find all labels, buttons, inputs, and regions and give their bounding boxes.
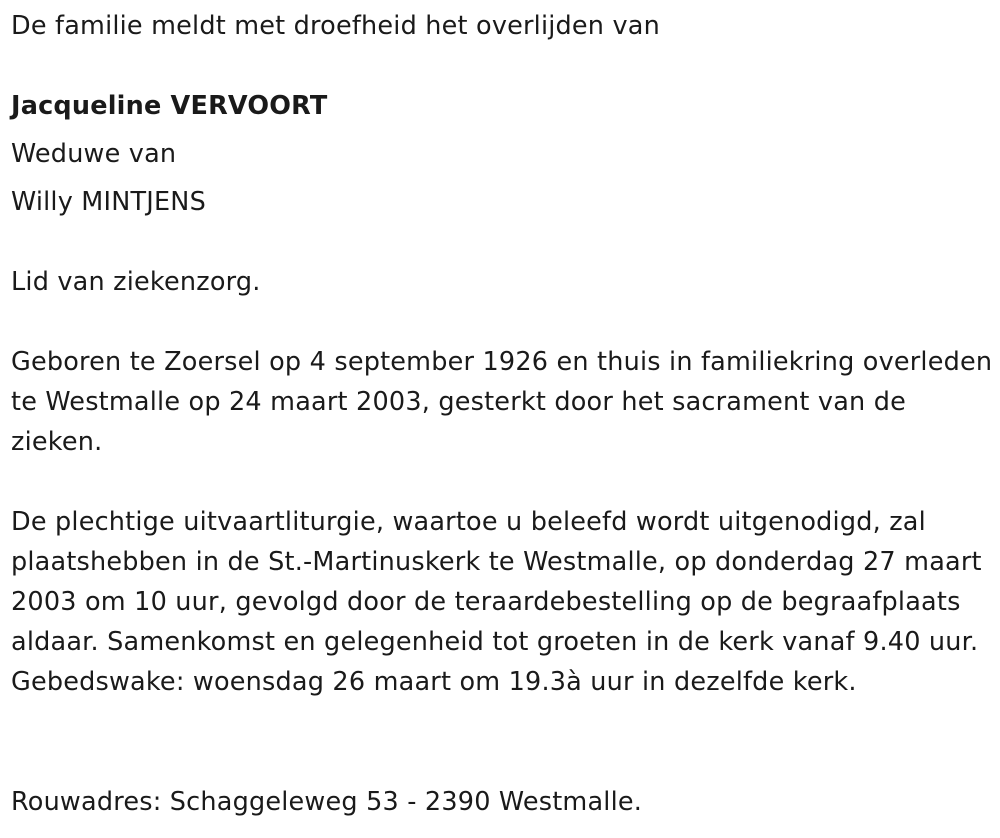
deceased-name: Jacqueline VERVOORT xyxy=(11,91,328,121)
spouse-name: Willy MINTJENS xyxy=(11,187,206,217)
membership-line: Lid van ziekenzorg. xyxy=(11,267,261,297)
funeral-paragraph: De plechtige uitvaartliturgie, waartoe u beleefd wordt uitgenodigd, zal plaatshebben in de St.-Martinuskerk te Westmalle, op donderdag 27 maart 2003 om 10 uur, gevolgd door de teraardebestelling op de begraafplaats aldaar. Samenkomst en gelegenheid tot groeten in de kerk vanaf 9.40 uur. Gebedswake: woensdag 26 maart om 19.3à uur in dezelfde kerk. xyxy=(11,507,982,697)
widow-of-label: Weduwe van xyxy=(11,139,177,169)
birth-death-paragraph: Geboren te Zoersel op 4 september 1926 en thuis in familiekring overleden te Westmalle op 24 maart 2003, gesterkt door het sacrament van de zieken. xyxy=(11,347,993,457)
address-line: Rouwadres: Schaggeleweg 53 - 2390 Westmalle. xyxy=(11,787,643,817)
intro-line: De familie meldt met droefheid het overlijden van xyxy=(11,11,660,41)
